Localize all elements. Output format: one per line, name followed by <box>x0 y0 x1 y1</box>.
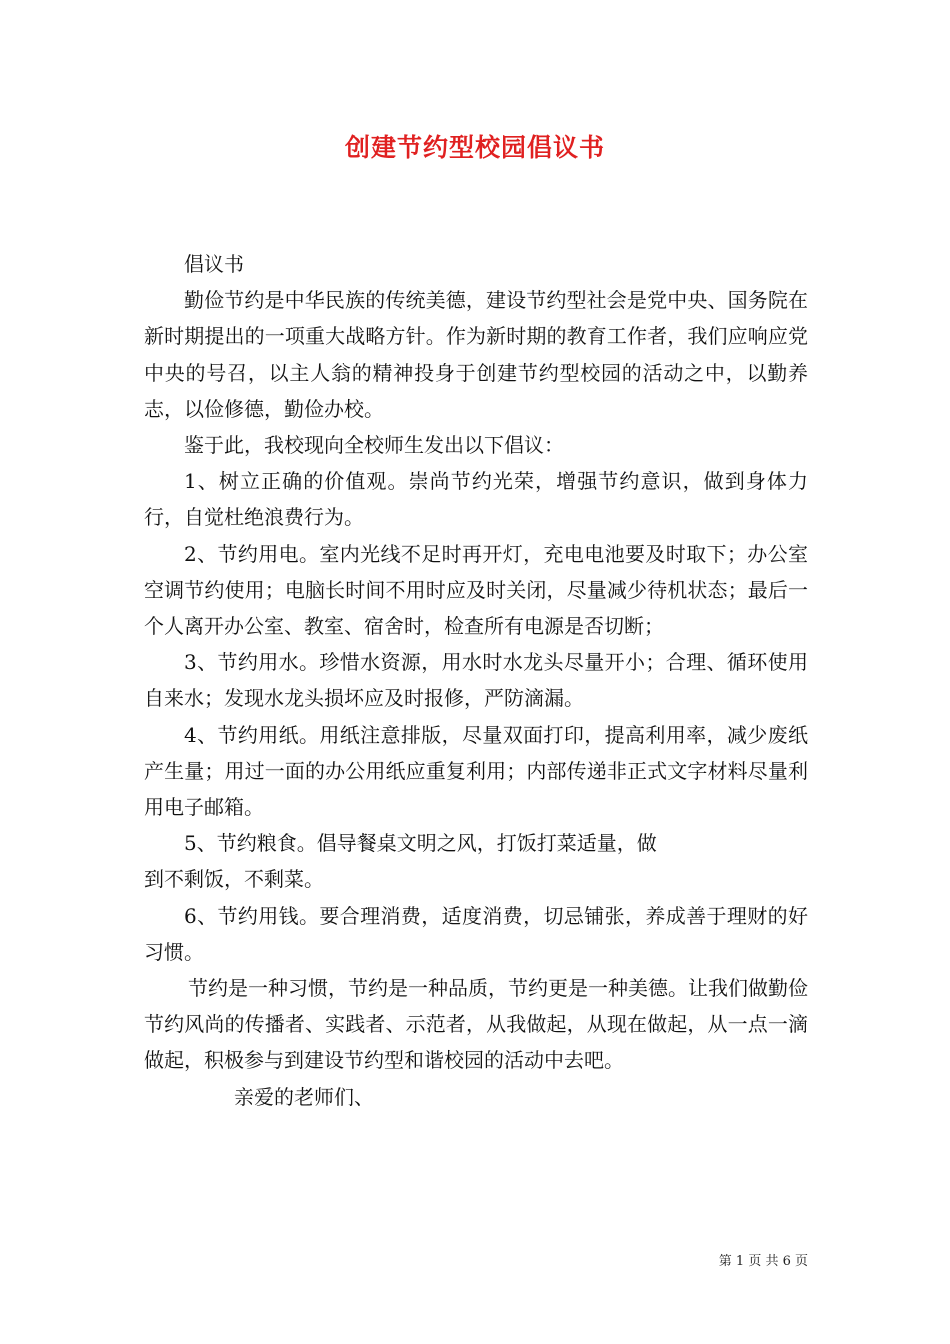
paragraph-item-5: 5、节约粮食。倡导餐桌文明之风，打饭打菜适量，做 <box>184 831 657 856</box>
paragraph-item-6: 6、节约用钱。要合理消费，适度消费，切忌铺张，养成善于理财的好习惯。 <box>144 903 808 964</box>
paragraph-heading: 倡议书 <box>184 252 244 276</box>
paragraph-item-3: 3、节约用水。珍惜水资源，用水时水龙头尽量开小；合理、循环使用自来水；发现水龙头损坏应及时报修，严防滴漏。 <box>144 650 808 711</box>
document-body <box>144 246 808 1115</box>
document-title: 创建节约型校园倡议书 <box>344 133 605 162</box>
paragraph-item-5-continued: 到不剩饭，不剩菜。 <box>144 867 324 892</box>
paragraph-proposal-lead: 鉴于此，我校现向全校师生发出以下倡议： <box>184 433 564 458</box>
paragraph-conclusion: 节约是一种习惯，节约是一种品质，节约更是一种美德。让我们做勤俭节约风尚的传播者、实践者、示范者，从我做起，从现在做起，从一点一滴做起，积极参与到建设节约型和谐校园的活动中去吧。 <box>144 976 808 1073</box>
paragraph-intro: 勤俭节约是中华民族的传统美德，建设节约型社会是党中央、国务院在新时期提出的一项重大战略方针。作为新时期的教育工作者，我们应响应党中央的号召，以主人翁的精神投身于创建节约型校园的活动之中，以勤养志，以俭修德，勤俭办校。 <box>144 288 808 421</box>
paragraph-item-1: 1、树立正确的价值观。崇尚节约光荣，增强节约意识，做到身体力行，自觉杜绝浪费行为。 <box>144 469 808 530</box>
paragraph-salutation: 亲爱的老师们、 <box>234 1084 374 1109</box>
paragraph-item-4: 4、节约用纸。用纸注意排版，尽量双面打印，提高利用率，减少废纸产生量；用过一面的办公用纸应重复利用；内部传递非正式文字材料尽量利用电子邮箱。 <box>144 722 808 820</box>
paragraph-item-2: 2、节约用电。室内光线不足时再开灯，充电电池要及时取下；办公室空调节约使用；电脑长时间不用时应及时关闭，尽量减少待机状态；最后一个人离开办公室、教室、宿舍时，检查所有电源是否切断； <box>144 541 808 639</box>
page-number-footer: 第 1 页 共 6 页 <box>718 1254 808 1269</box>
